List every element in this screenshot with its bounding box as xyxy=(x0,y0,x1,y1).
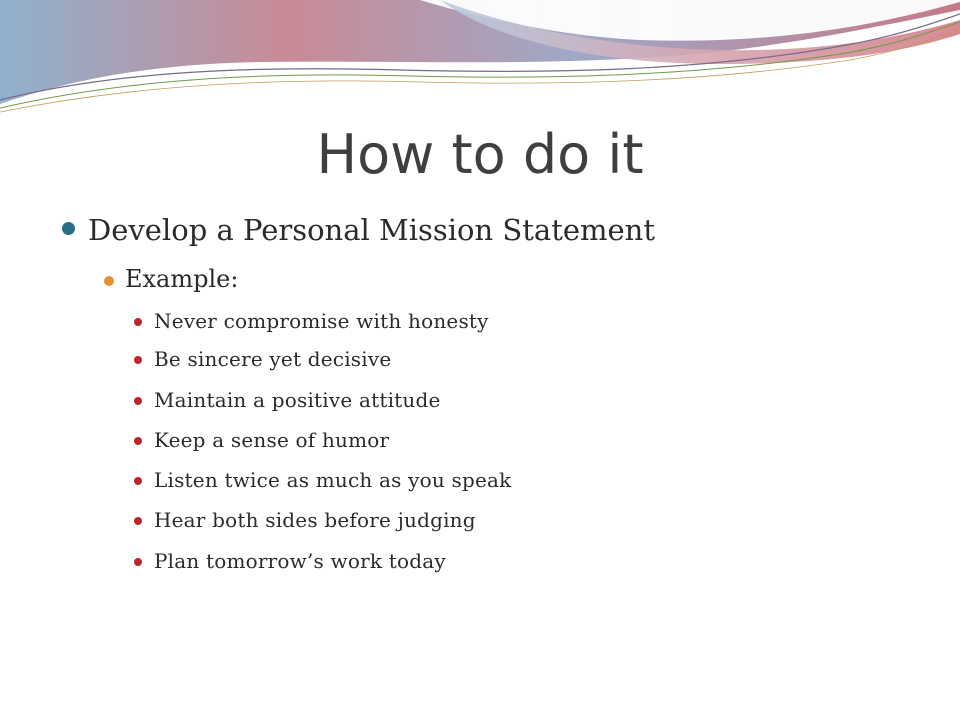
bullet-dot-red-icon xyxy=(134,356,142,364)
bullet-level1-text: Develop a Personal Mission Statement xyxy=(88,213,656,247)
slide-title: How to do it xyxy=(316,123,644,186)
bullet-dot-red-icon xyxy=(134,517,142,525)
bullet-dot-orange-icon xyxy=(104,276,114,286)
bullet-dot-red-icon xyxy=(134,397,142,405)
list-item: Maintain a positive attitude xyxy=(154,388,441,412)
list-item: Plan tomorrow’s work today xyxy=(154,549,446,573)
bullet-dot-red-icon xyxy=(134,318,142,326)
bullet-level2-text: Example: xyxy=(125,265,239,293)
list-item: Keep a sense of humor xyxy=(154,428,390,452)
list-item: Be sincere yet decisive xyxy=(154,347,392,371)
bullet-dot-red-icon xyxy=(134,477,142,485)
bullet-dot-red-icon xyxy=(134,437,142,445)
bullet-dot-teal-icon xyxy=(62,222,75,235)
header-wave-decoration xyxy=(0,0,960,120)
list-item: Never compromise with honesty xyxy=(154,309,489,333)
bullet-dot-red-icon xyxy=(134,558,142,566)
list-item: Hear both sides before judging xyxy=(154,508,476,532)
list-item: Listen twice as much as you speak xyxy=(154,468,512,492)
